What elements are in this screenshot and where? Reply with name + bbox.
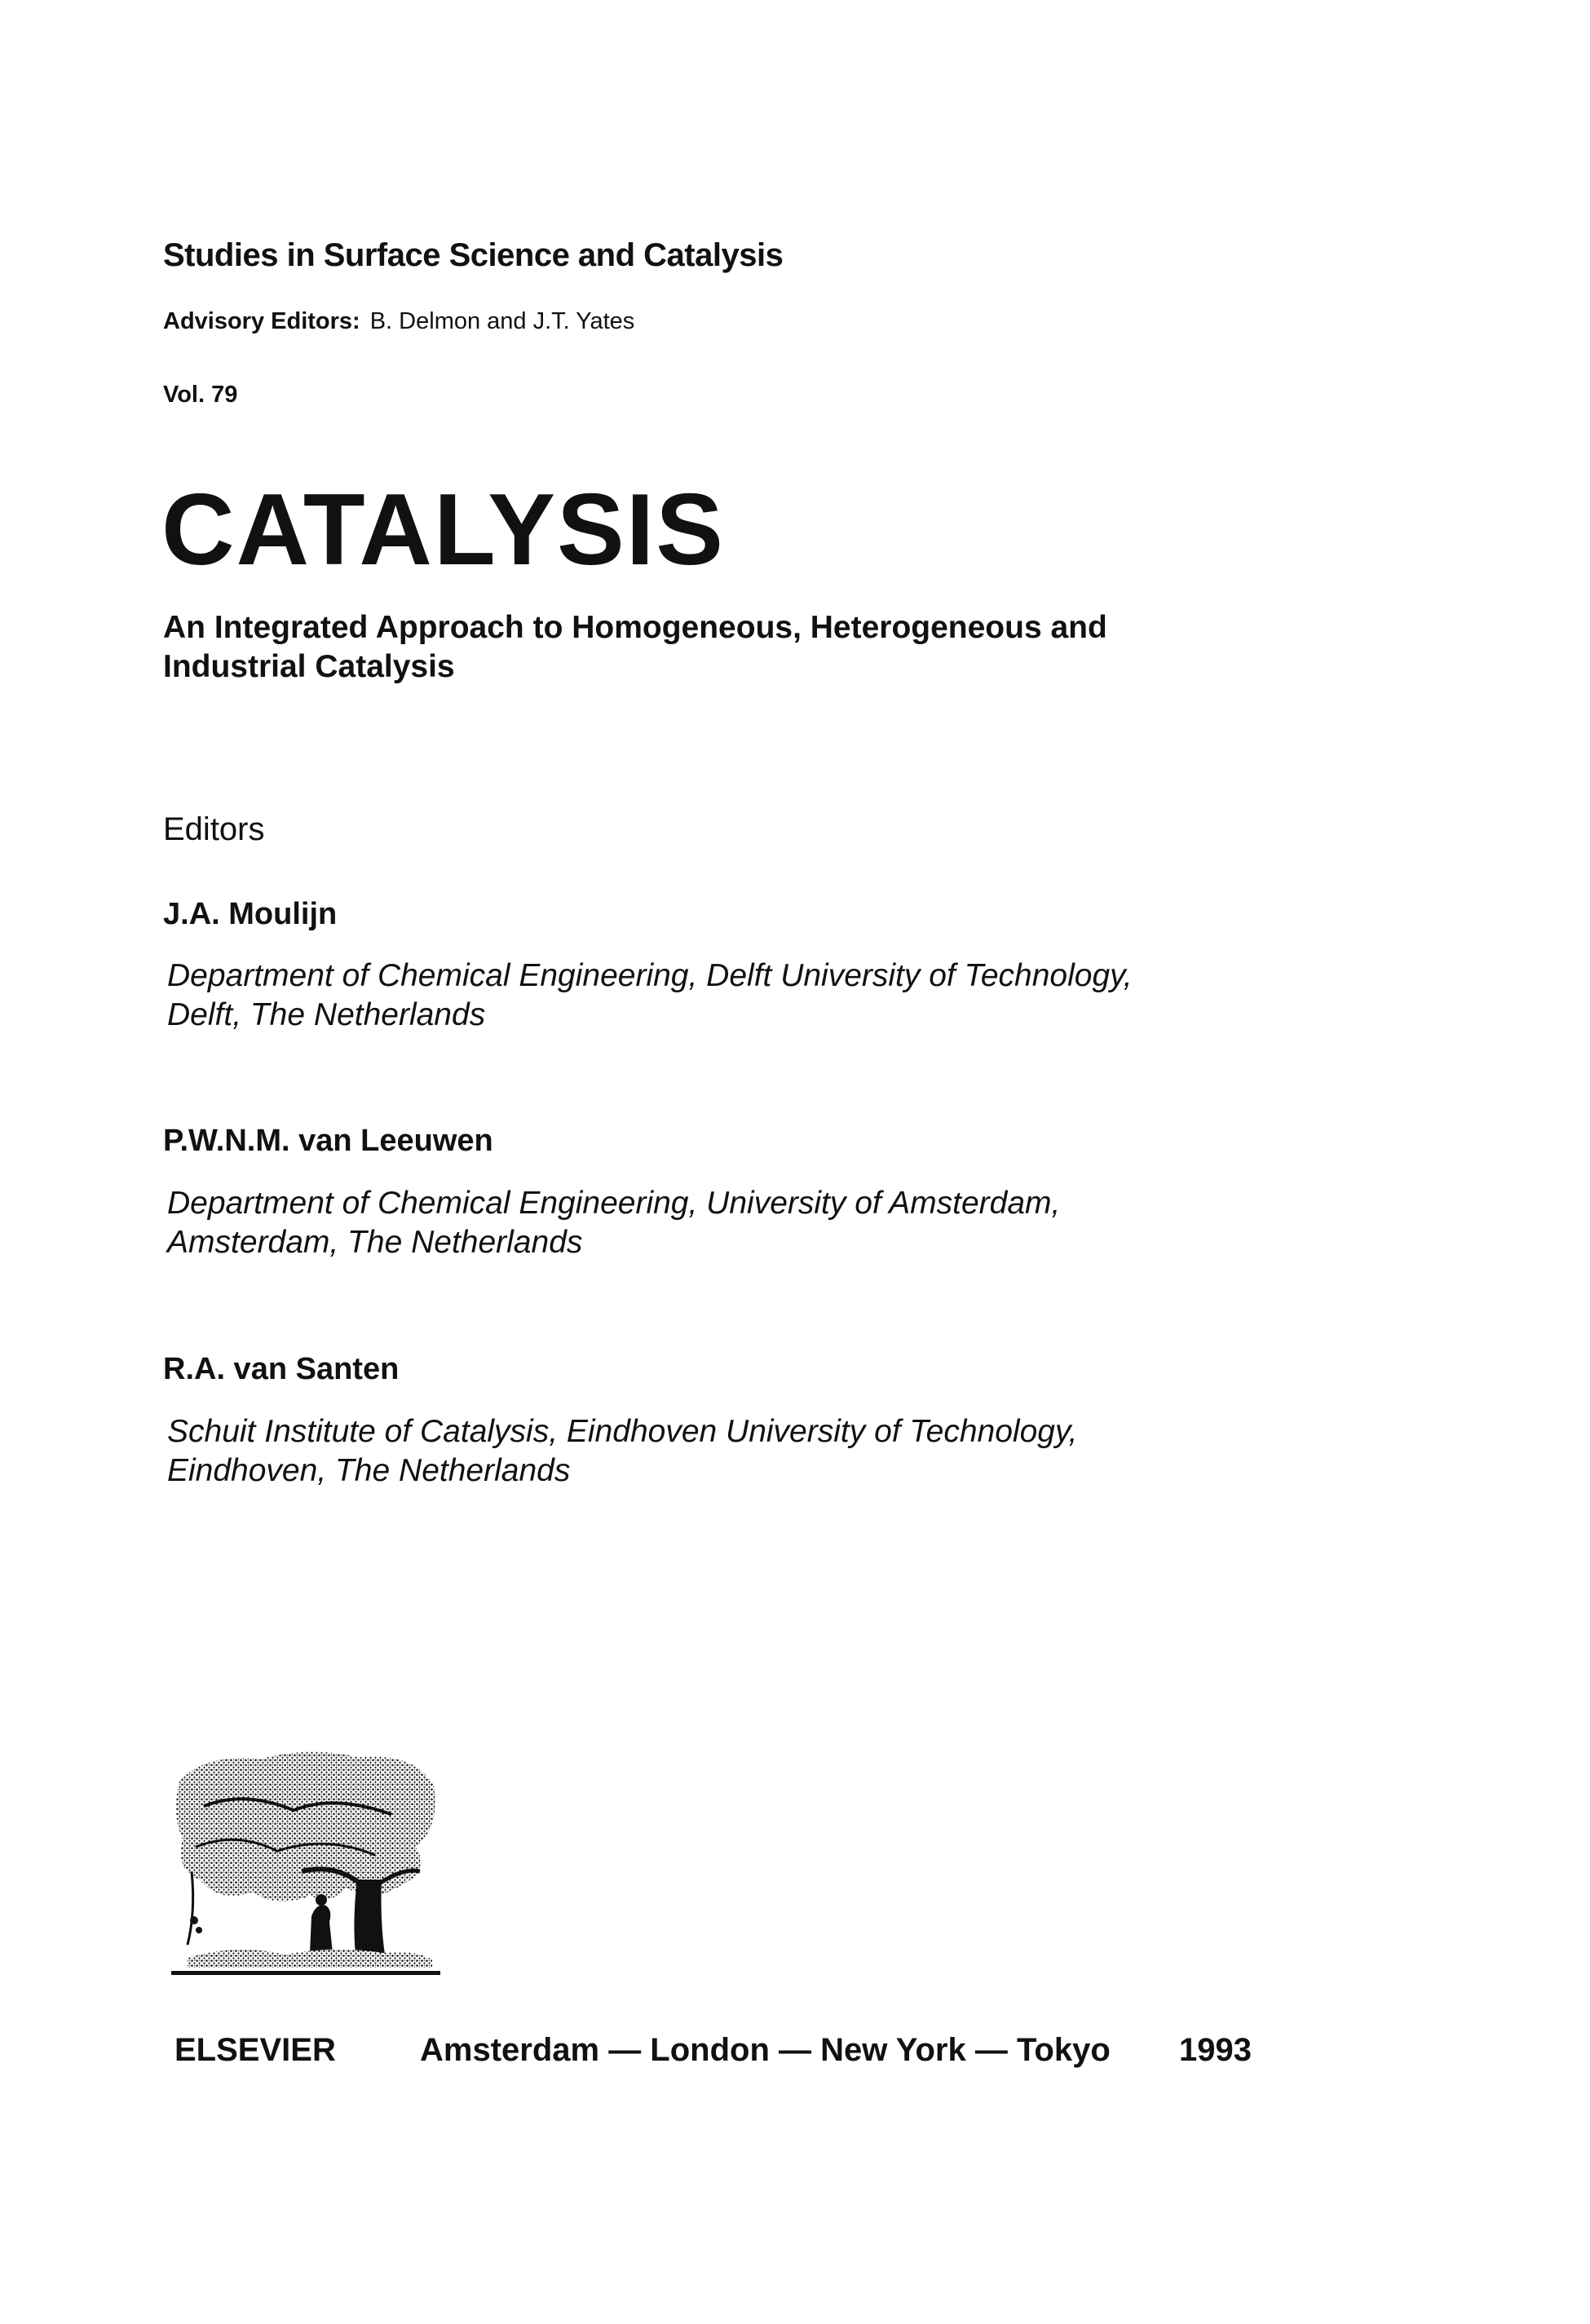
- editor-affiliation: [167, 957, 1309, 1035]
- elsevier-tree-logo: [171, 1749, 440, 1986]
- affiliation-line: Department of Chemical Engineering, Delft University of Technology,: [167, 958, 1133, 993]
- affiliation-line: Department of Chemical Engineering, University of Amsterdam,: [167, 1186, 1061, 1221]
- book-subtitle: [163, 608, 1223, 687]
- subtitle-line-1: An Integrated Approach to Homogeneous, Heterogeneous and: [163, 610, 1107, 645]
- affiliation-line: Delft, The Netherlands: [167, 997, 486, 1032]
- affiliation-line: Amsterdam, The Netherlands: [167, 1225, 583, 1260]
- publisher-cities: Amsterdam — London — New York — Tokyo: [420, 2032, 1111, 2068]
- publisher-name: ELSEVIER: [174, 2032, 336, 2068]
- editor-name: P.W.N.M. van Leeuwen: [163, 1124, 493, 1158]
- volume-number: Vol. 79: [163, 382, 238, 408]
- book-title: CATALYSIS: [161, 474, 725, 586]
- subtitle-line-2: Industrial Catalysis: [163, 649, 455, 684]
- editor-name: R.A. van Santen: [163, 1352, 400, 1386]
- publication-year: 1993: [1179, 2032, 1252, 2068]
- advisory-editors: [163, 308, 634, 335]
- affiliation-line: Schuit Institute of Catalysis, Eindhoven University of Technology,: [167, 1414, 1078, 1449]
- editor-affiliation: [167, 1412, 1309, 1491]
- series-title: Studies in Surface Science and Catalysis: [163, 237, 784, 273]
- affiliation-line: Eindhoven, The Netherlands: [167, 1453, 571, 1488]
- advisory-label: Advisory Editors:: [163, 308, 360, 334]
- editors-heading: Editors: [163, 811, 265, 847]
- editor-name: J.A. Moulijn: [163, 897, 338, 931]
- editor-affiliation: [167, 1184, 1309, 1262]
- advisory-names: B. Delmon and J.T. Yates: [369, 308, 635, 334]
